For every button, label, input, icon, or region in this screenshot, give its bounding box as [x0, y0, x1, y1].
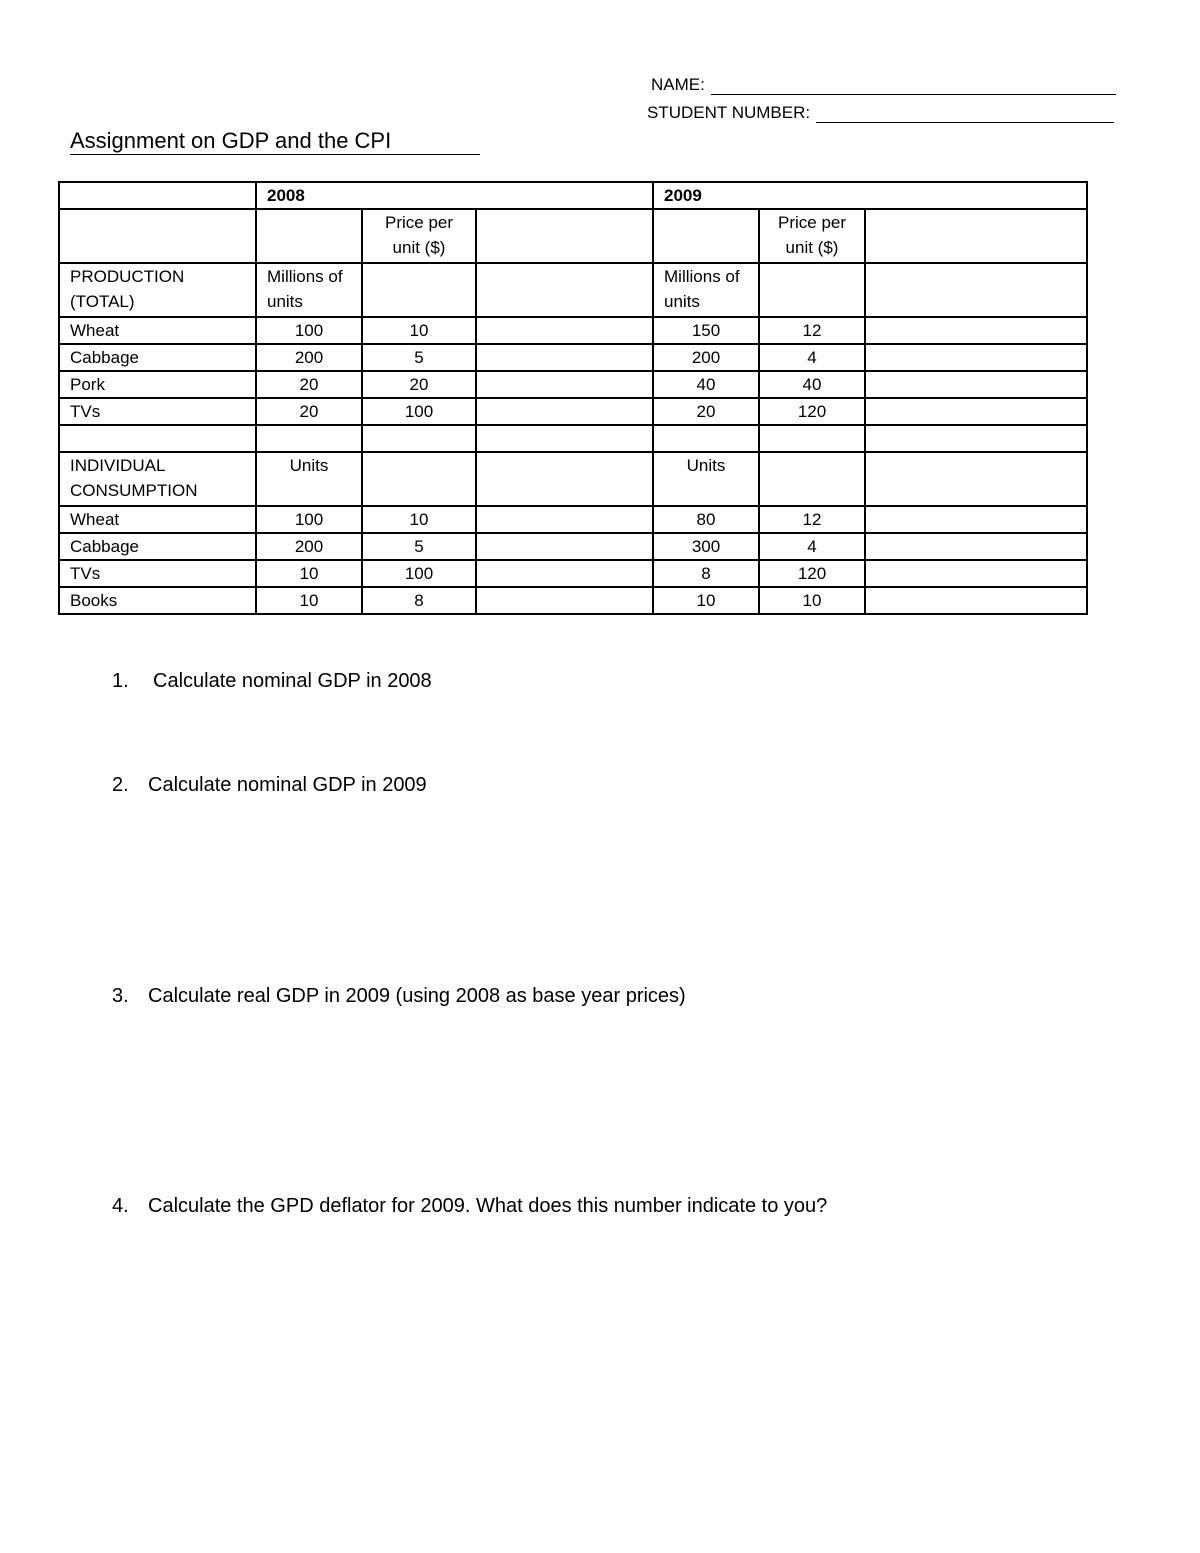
table-cell: [759, 425, 865, 452]
production-qty-label-2009: Millions of units: [653, 263, 759, 317]
price-2009-cell: 120: [759, 560, 865, 587]
table-cell: [59, 209, 256, 263]
table-row: [59, 344, 1087, 371]
price-per-unit-2008-header: Price per unit ($): [362, 209, 476, 263]
table-cell: [476, 209, 653, 263]
table-cell: [865, 209, 1087, 263]
question-text: Calculate real GDP in 2009 (using 2008 as base year prices): [148, 985, 686, 1007]
table-cell: [865, 587, 1087, 614]
price-2009-cell: 12: [759, 506, 865, 533]
table-cell: [865, 452, 1087, 506]
item-cell: TVs: [59, 560, 256, 587]
question-4: [112, 1195, 827, 1218]
price-2008-cell: 100: [362, 398, 476, 425]
table-cell: [476, 371, 653, 398]
qty-2009-cell: 150: [653, 317, 759, 344]
item-cell: Pork: [59, 371, 256, 398]
qty-2008-cell: 100: [256, 317, 362, 344]
item-cell: Cabbage: [59, 533, 256, 560]
table-cell: [476, 587, 653, 614]
student-number-input-line[interactable]: [816, 104, 1114, 123]
qty-2009-cell: 300: [653, 533, 759, 560]
table-cell: [476, 452, 653, 506]
question-text: Calculate nominal GDP in 2008: [153, 670, 432, 692]
year-2008-header: 2008: [256, 182, 653, 209]
item-cell: Wheat: [59, 317, 256, 344]
table-cell: [865, 263, 1087, 317]
table-cell: [759, 452, 865, 506]
table-cell: [865, 533, 1087, 560]
question-number: 2.: [112, 774, 129, 796]
question-text: Calculate nominal GDP in 2009: [148, 774, 427, 796]
student-number-field: [647, 103, 1114, 123]
qty-2009-cell: 8: [653, 560, 759, 587]
table-cell: [865, 344, 1087, 371]
table-cell: [476, 263, 653, 317]
price-2009-cell: 4: [759, 533, 865, 560]
table-cell: [865, 506, 1087, 533]
table-cell: [476, 533, 653, 560]
name-label: NAME:: [651, 75, 705, 94]
table-cell: [256, 209, 362, 263]
table-row: [59, 533, 1087, 560]
price-2008-cell: 5: [362, 344, 476, 371]
table-cell: [653, 425, 759, 452]
qty-2009-cell: 10: [653, 587, 759, 614]
table-row: [59, 371, 1087, 398]
table-cell: [865, 560, 1087, 587]
consumption-qty-label-2009: Units: [653, 452, 759, 506]
table-row: [59, 587, 1087, 614]
table-cell: [59, 182, 256, 209]
gdp-data-table: [58, 181, 1088, 615]
question-number: 1.: [112, 670, 129, 692]
table-cell: [476, 317, 653, 344]
table-cell: [476, 506, 653, 533]
table-cell: [362, 263, 476, 317]
qty-2008-cell: 20: [256, 398, 362, 425]
table-cell: [865, 425, 1087, 452]
qty-2008-cell: 10: [256, 587, 362, 614]
table-row: [59, 506, 1087, 533]
table-cell: [865, 317, 1087, 344]
table-cell: [476, 425, 653, 452]
table-cell: [256, 425, 362, 452]
qty-2008-cell: 200: [256, 533, 362, 560]
question-3: [112, 985, 686, 1008]
name-field: [651, 75, 1116, 95]
price-2009-cell: 40: [759, 371, 865, 398]
table-cell: [865, 371, 1087, 398]
production-section-row: [59, 263, 1087, 317]
price-2008-cell: 8: [362, 587, 476, 614]
table-cell: [362, 452, 476, 506]
name-input-line[interactable]: [711, 76, 1116, 95]
price-2009-cell: 10: [759, 587, 865, 614]
question-text: Calculate the GPD deflator for 2009. What does this number indicate to you?: [148, 1195, 828, 1217]
qty-2009-cell: 40: [653, 371, 759, 398]
table-cell: [362, 425, 476, 452]
consumption-qty-label-2008: Units: [256, 452, 362, 506]
price-2009-cell: 120: [759, 398, 865, 425]
qty-2009-cell: 20: [653, 398, 759, 425]
price-2008-cell: 5: [362, 533, 476, 560]
price-header-row: [59, 209, 1087, 263]
qty-2008-cell: 10: [256, 560, 362, 587]
table-cell: [759, 263, 865, 317]
item-cell: Cabbage: [59, 344, 256, 371]
page-title: Assignment on GDP and the CPI: [70, 128, 480, 155]
qty-2008-cell: 20: [256, 371, 362, 398]
question-2: [112, 774, 427, 797]
qty-2008-cell: 100: [256, 506, 362, 533]
price-2008-cell: 20: [362, 371, 476, 398]
table-cell: [865, 398, 1087, 425]
price-2009-cell: 12: [759, 317, 865, 344]
table-row: [59, 398, 1087, 425]
item-cell: TVs: [59, 398, 256, 425]
question-number: 4.: [112, 1195, 129, 1217]
table-cell: [476, 344, 653, 371]
item-cell: Wheat: [59, 506, 256, 533]
question-number: 3.: [112, 985, 129, 1007]
price-2008-cell: 10: [362, 317, 476, 344]
price-per-unit-2009-header: Price per unit ($): [759, 209, 865, 263]
qty-2008-cell: 200: [256, 344, 362, 371]
blank-row: [59, 425, 1087, 452]
table-cell: [59, 425, 256, 452]
qty-2009-cell: 80: [653, 506, 759, 533]
consumption-section-label: INDIVIDUAL CONSUMPTION: [59, 452, 256, 506]
item-cell: Books: [59, 587, 256, 614]
table-cell: [476, 560, 653, 587]
year-header-row: [59, 182, 1087, 209]
student-number-label: STUDENT NUMBER:: [647, 103, 811, 122]
table-row: [59, 560, 1087, 587]
question-1: [112, 670, 432, 693]
table-cell: [653, 209, 759, 263]
table-cell: [476, 398, 653, 425]
price-2009-cell: 4: [759, 344, 865, 371]
consumption-section-row: [59, 452, 1087, 506]
table-row: [59, 317, 1087, 344]
production-section-label: PRODUCTION (TOTAL): [59, 263, 256, 317]
qty-2009-cell: 200: [653, 344, 759, 371]
year-2009-header: 2009: [653, 182, 1087, 209]
production-qty-label-2008: Millions of units: [256, 263, 362, 317]
price-2008-cell: 10: [362, 506, 476, 533]
price-2008-cell: 100: [362, 560, 476, 587]
